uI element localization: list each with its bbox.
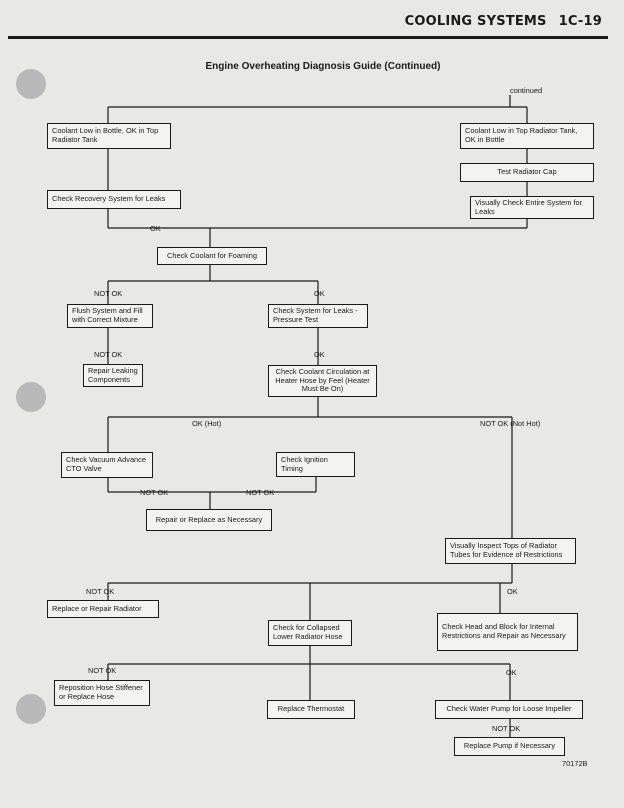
label-ok-hot: OK (Hot) [192,419,222,428]
box-check-vacuum-advance: Check Vacuum Advance CTO Valve [61,452,153,478]
box-visually-check-system: Visually Check Entire System for Leaks [470,196,594,219]
box-flush-system: Flush System and Fill with Correct Mixture [67,304,153,328]
label-continued: continued [510,86,543,95]
box-repair-leaking: Repair Leaking Components [83,364,143,387]
label-not-ok: NOT OK [88,666,117,675]
box-check-water-pump: Check Water Pump for Loose Impeller [435,700,583,719]
box-check-recovery-system: Check Recovery System for Leaks [47,190,181,209]
label-not-ok: NOT OK [86,587,115,596]
box-replace-repair-radiator: Replace or Repair Radiator [47,600,159,618]
label-not-ok: NOT OK [246,488,275,497]
page-title: Engine Overheating Diagnosis Guide (Continued) [205,61,441,72]
label-not-ok: NOT OK [492,724,521,733]
box-coolant-low-top-tank: Coolant Low in Top Radiator Tank, OK in Bottle [460,123,594,149]
box-check-ignition-timing: Check Ignition Timing [276,452,355,477]
label-ok: OK [150,224,161,233]
label-not-ok: NOT OK [94,350,123,359]
label-ok: OK [314,289,325,298]
box-repair-or-replace: Repair or Replace as Necessary [146,509,272,531]
box-check-system-pressure: Check System for Leaks - Pressure Test [268,304,368,328]
box-check-coolant-foaming: Check Coolant for Foaming [157,247,267,265]
label-ok: OK [314,350,325,359]
box-visually-inspect-tubes: Visually Inspect Tops of Radiator Tubes for Evidence of Restrictions [445,538,576,564]
label-not-ok: NOT OK [94,289,123,298]
box-check-collapsed-hose: Check for Collapsed Lower Radiator Hose [268,620,352,646]
section-title: COOLING SYSTEMS [404,14,547,29]
box-replace-pump: Replace Pump if Necessary [454,737,565,756]
label-ok: OK [507,587,518,596]
box-replace-thermostat: Replace Thermostat [267,700,355,719]
figure-number: 70172B [562,759,588,768]
box-reposition-hose: Reposition Hose Stiffener or Replace Hose [54,680,150,706]
label-not-ok: NOT OK [140,488,169,497]
box-check-coolant-circulation: Check Coolant Circulation at Heater Hose by Feel (Heater Must Be On) [268,365,377,397]
label-not-ok-not-hot: NOT OK (Not Hot) [480,419,541,428]
box-test-radiator-cap: Test Radiator Cap [460,163,594,182]
label-ok: OK [506,668,517,677]
box-check-head-block: Check Head and Block for Internal Restrictions and Repair as Necessary [437,613,578,651]
box-coolant-low-bottle: Coolant Low in Bottle, OK in Top Radiator Tank [47,123,171,149]
page-number: 1C-19 [558,14,602,29]
